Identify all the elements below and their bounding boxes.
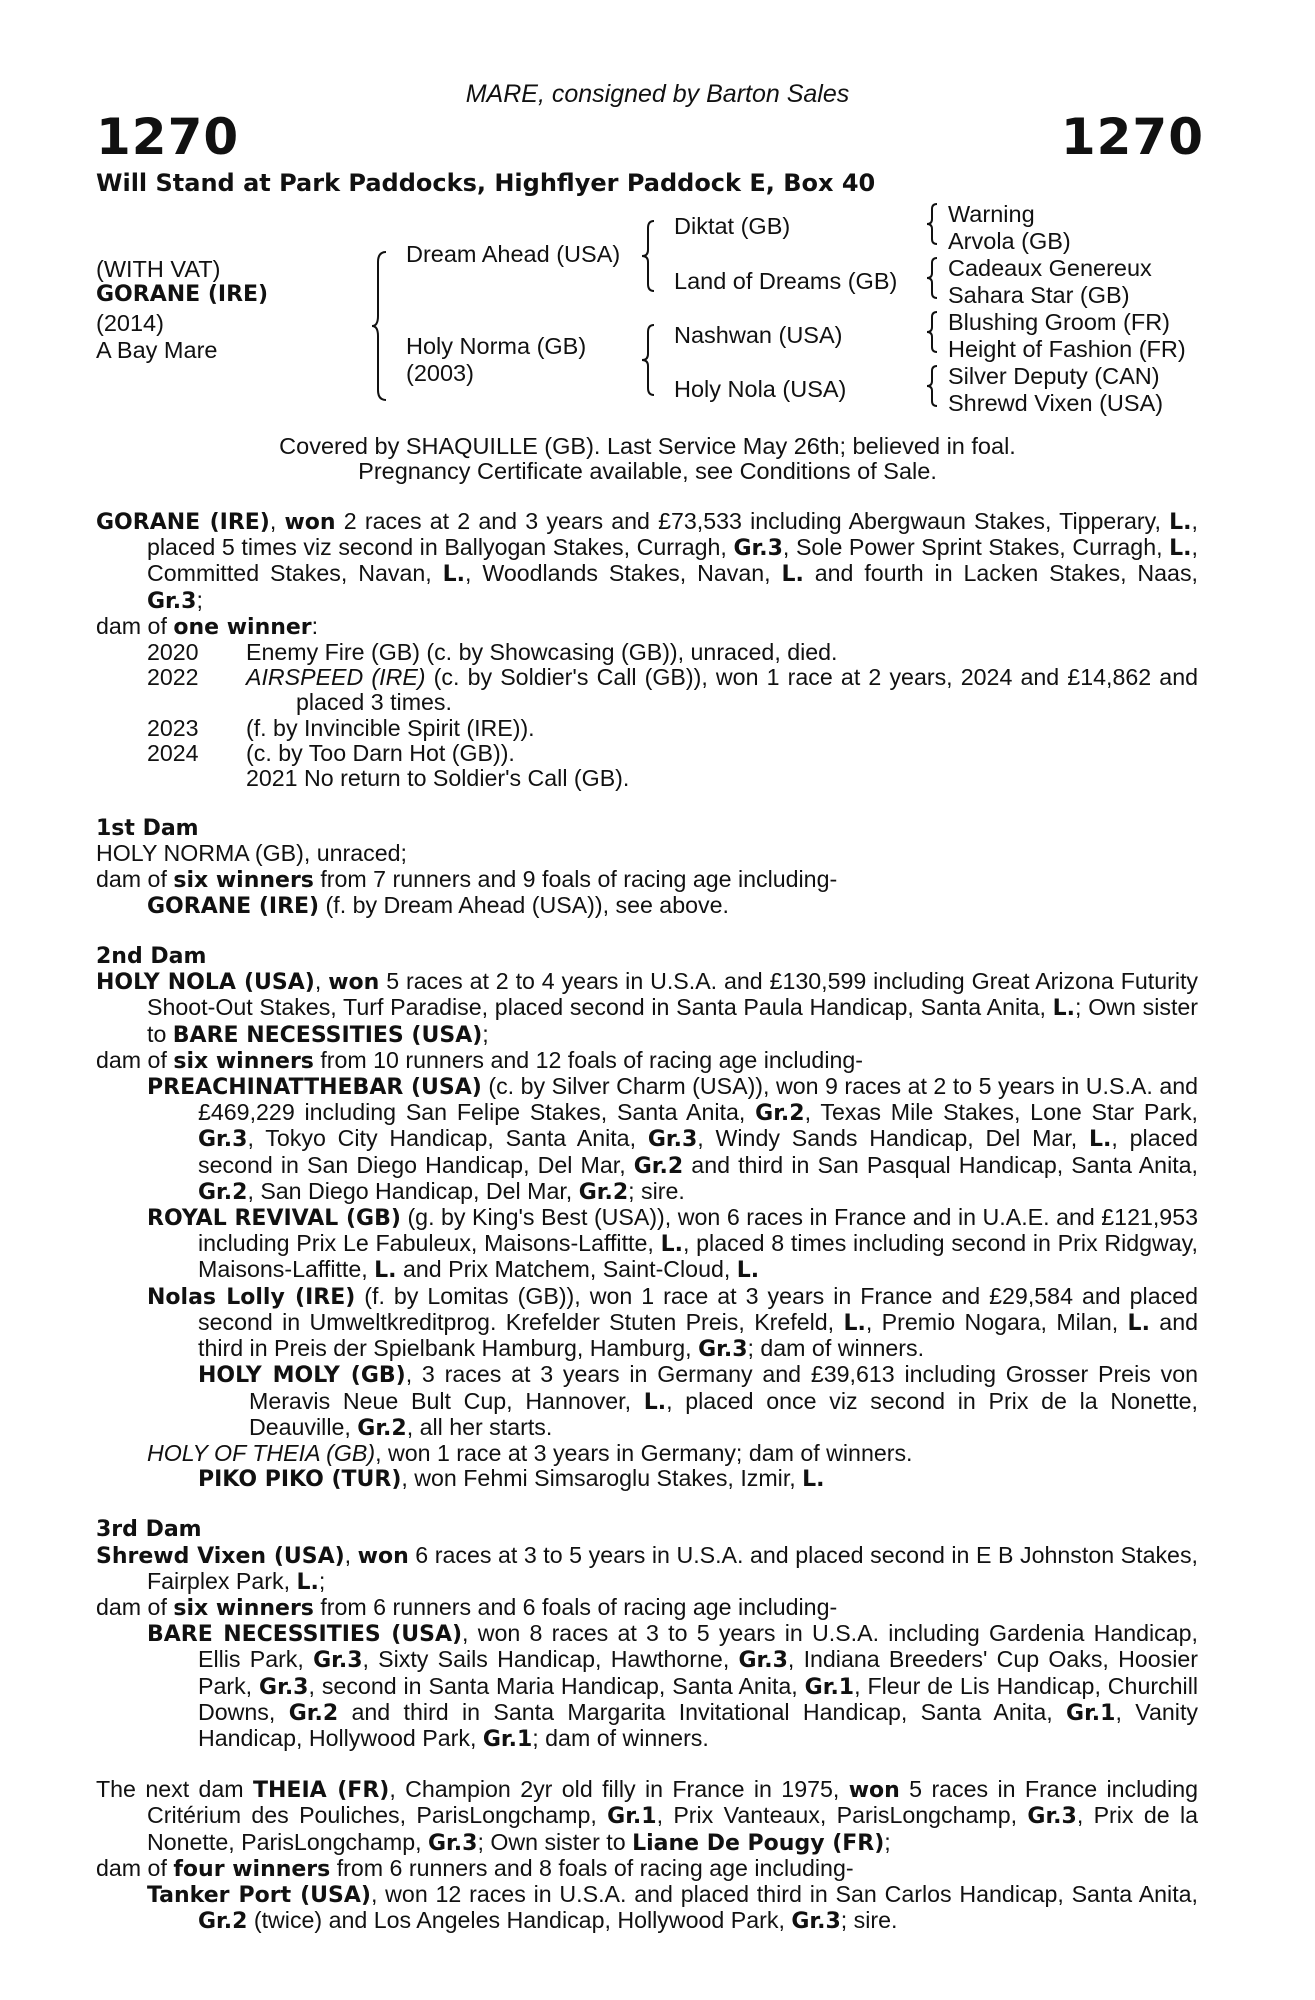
dam-name: THEIA (FR) (253, 1778, 390, 1804)
won-label: won (357, 1543, 409, 1569)
progeny-entry (96, 1362, 1198, 1441)
summary-text: , Woodlands Stakes, Navan, (465, 560, 782, 587)
progeny-detail: , Premio Nogara, Milan, (865, 1308, 1128, 1335)
third-dam-heading: 3rd Dam (96, 1517, 202, 1543)
grade-label: Gr.3 (791, 1909, 841, 1935)
progeny-name: Tanker Port (USA) (147, 1882, 371, 1908)
next-dam-produce (96, 1856, 1198, 1882)
progeny-text: (c. by Too Darn Hot (GB)). (246, 739, 515, 766)
horse-year: (2014) (96, 310, 164, 336)
grade-label: Gr.1 (804, 1674, 855, 1700)
dam: Holy Norma (GB) (406, 333, 587, 359)
granddam-3: Height of Fashion (FR) (948, 336, 1186, 362)
won-label: won (848, 1778, 900, 1804)
pedigree-bracket-main (372, 250, 392, 400)
dam-text: ; Own sister to (477, 1828, 633, 1855)
progeny-detail: (c. by Silver Charm (USA)), won 9 races at 2 to 5 years in U.S.A. and £469,229 including San Felipe Stakes, Santa Anita, (198, 1073, 1199, 1126)
dam-text: 5 races at 2 to 4 years in U.S.A. and £130,599 including Great Arizona Futurity Shoot-Out Stakes, Turf Paradise, placed second in Santa Paula Handicap, Santa Anita, (147, 968, 1199, 1021)
grade-label: Gr.2 (755, 1101, 805, 1127)
dam-of-text: from 7 runners and 9 foals of racing age including- (313, 865, 838, 892)
sire-sire: Diktat (GB) (674, 213, 791, 239)
dam-of-text: from 6 runners and 6 foals of racing age including- (313, 1593, 838, 1620)
dam-text: The next dam (96, 1776, 253, 1803)
grandsire-1: Warning (948, 201, 1035, 227)
winners-count: four winners (173, 1856, 331, 1882)
progeny-entry (96, 1284, 1198, 1363)
third-dam-line (96, 1543, 1198, 1595)
grade-label: L. (660, 1232, 683, 1258)
progeny-detail: ; dam of winners. (747, 1335, 925, 1362)
pedigree-bracket-g4 (926, 365, 940, 407)
dam-text: 6 races at 3 to 5 years in U.S.A. and placed second in E B Johnston Stakes, Fairplex Park, (147, 1541, 1198, 1594)
lot-number-left: 1270 (96, 108, 240, 166)
grade-label: L. (1169, 510, 1192, 535)
progeny-text: (f. by Invincible Spirit (IRE)). (246, 714, 535, 741)
progeny-text (246, 665, 1198, 715)
pedigree-bracket-dam (642, 324, 658, 396)
first-dam-heading: 1st Dam (96, 816, 199, 842)
progeny-detail: , Vanity Handicap, Hollywood Park, (198, 1698, 1198, 1751)
stand-location: Will Stand at Park Paddocks, Highflyer Paddock E, Box 40 (96, 169, 876, 197)
summary-horse-name: GORANE (IRE) (96, 510, 270, 535)
progeny-name: ROYAL REVIVAL (GB) (147, 1206, 401, 1232)
progeny-detail: (f. by Dream Ahead (USA)), see above. (319, 891, 729, 918)
progeny-name: GORANE (IRE) (147, 893, 320, 919)
third-dam-produce (96, 1595, 1198, 1621)
summary-text: and fourth in Lacken Stakes, Naas, (803, 560, 1198, 587)
progeny-detail: , Indiana Breeders' Cup Oaks, Hoosier Park, (198, 1646, 1198, 1699)
progeny-year: 2024 (147, 739, 199, 766)
pedigree-bracket-g2 (926, 257, 940, 299)
progeny-detail: , Texas Mile Stakes, Lone Star Park, (804, 1099, 1198, 1126)
progeny-detail: , won 8 races at 3 to 5 years in U.S.A. including Gardenia Handicap, Ellis Park, (198, 1620, 1198, 1673)
consignor-line: MARE, consigned by Barton Sales (465, 80, 850, 108)
dam-text: 5 races in France including Critérium des Pouliches, ParisLongchamp, (147, 1776, 1198, 1829)
grade-label: Gr.3 (428, 1830, 478, 1856)
grade-label: Gr.3 (313, 1648, 363, 1674)
dam-name: Shrewd Vixen (USA) (96, 1543, 345, 1569)
grade-label: Gr.2 (357, 1415, 407, 1441)
won-label: won (284, 510, 336, 535)
grandsire-3: Blushing Groom (FR) (948, 309, 1170, 335)
grade-label: Gr.2 (288, 1700, 339, 1726)
progeny-detail: ; sire. (628, 1177, 685, 1204)
grade-label: Gr.2 (198, 1909, 248, 1935)
sire: Dream Ahead (USA) (406, 241, 621, 267)
first-dam-produce (96, 867, 1198, 893)
grade-label: L. (1127, 1310, 1150, 1336)
dam-text: , (314, 968, 329, 995)
winners-count: one winner (173, 614, 312, 640)
progeny-detail: and third in Santa Margarita Invitational Handicap, Santa Anita, (338, 1698, 1067, 1725)
progeny-text: Enemy Fire (GB) (c. by Showcasing (GB)), unraced, died. (246, 639, 838, 666)
grade-label: L. (1089, 1127, 1112, 1153)
grade-label: L. (442, 562, 466, 588)
progeny-row (96, 766, 1198, 791)
grade-label: Gr.2 (578, 1179, 629, 1205)
grade-label: Gr.3 (147, 588, 197, 614)
grandsire-4: Silver Deputy (CAN) (948, 363, 1160, 389)
progeny-name: HOLY MOLY (GB) (198, 1363, 406, 1389)
grade-label: L. (643, 1389, 667, 1415)
horse-name: GORANE (IRE) (96, 282, 269, 307)
dam-of-text: dam of (96, 1046, 174, 1073)
progeny-detail: , won Fehmi Simsaroglu Stakes, Izmir, (401, 1465, 803, 1492)
dam-of-text: from 6 runners and 8 foals of racing age including- (330, 1854, 854, 1881)
grade-label: L. (1052, 996, 1076, 1022)
grade-label: L. (374, 1258, 397, 1284)
sire-dam: Land of Dreams (GB) (674, 268, 898, 294)
horse-summary: GORANE (IRE), won 2 races at 2 and 3 years and £73,533 including Abergwaun Stakes, Tipperary, L., placed 5 times viz second in Ballyogan Stakes, Curragh, Gr.3, Sole Power Sprint Stakes, Curragh, L., Committed Stakes, Navan, L., Woodlands Stakes, Navan, L. and fourth in Lacken Stakes, Naas, Gr.3; (96, 508, 1198, 614)
granddam-1: Arvola (GB) (948, 228, 1071, 254)
horse-description: A Bay Mare (96, 337, 218, 363)
second-dam-line (96, 969, 1198, 1048)
grade-label: Gr.2 (633, 1153, 684, 1179)
progeny-detail: , placed once viz second in Prix de la Nonette, Deauville, (249, 1387, 1198, 1440)
summary-text: ; (196, 586, 203, 613)
dam-name: HOLY NOLA (USA) (96, 970, 315, 996)
progeny-entry (96, 1074, 1198, 1205)
progeny-detail: (g. by King's Best (USA)), won 6 races in France and in U.A.E. and £121,953 including Prix Le Fabuleux, Maisons-Laffitte, (198, 1204, 1198, 1257)
grade-label: Gr.3 (738, 1648, 788, 1674)
dam-text: ; (318, 1567, 326, 1594)
winners-count: six winners (173, 1048, 314, 1074)
progeny-detail: ; sire. (840, 1907, 898, 1934)
second-dam-produce (96, 1048, 1198, 1074)
grade-label: Gr.1 (1066, 1700, 1116, 1726)
progeny-detail: , Tokyo City Handicap, Santa Anita, (247, 1125, 648, 1152)
grade-label: Gr.1 (607, 1804, 657, 1830)
dam-of-text: from 10 runners and 12 foals of racing age including- (313, 1046, 863, 1073)
dam-text: ; (884, 1828, 891, 1855)
progeny-entry (96, 1466, 1198, 1492)
progeny-row (96, 741, 1198, 766)
progeny-year: 2022 (147, 664, 199, 691)
progeny-entry (96, 1882, 1198, 1934)
vat-note: (WITH VAT) (96, 256, 221, 282)
dam-dam: Holy Nola (USA) (674, 376, 847, 402)
progeny-year: 2020 (147, 639, 199, 666)
progeny-detail: , won 1 race at 3 years in Germany; dam of winners. (375, 1439, 913, 1466)
grade-label: L. (843, 1310, 866, 1336)
progeny-detail: , placed 8 times including second in Prix Ridgway, Maisons-Laffitte, (198, 1230, 1198, 1283)
summary-text: , Sole Power Sprint Stakes, Curragh, (782, 534, 1170, 561)
progeny-detail: and third in San Pasqual Handicap, Santa Anita, (683, 1151, 1198, 1178)
catalogue-body (96, 509, 1198, 1934)
progeny-name: BARE NECESSITIES (USA) (147, 1622, 463, 1648)
progeny-entry (96, 1621, 1198, 1752)
grade-label: Gr.3 (198, 1127, 248, 1153)
progeny-detail: , won 12 races in U.S.A. and placed third in San Carlos Handicap, Santa Anita, (370, 1880, 1198, 1907)
grade-label: Gr.2 (198, 1179, 248, 1205)
next-dam-line (96, 1777, 1198, 1856)
progeny-detail: , Fleur de Lis Handicap, Churchill Downs, (198, 1672, 1199, 1725)
sibling-name: Liane De Pougy (FR) (632, 1830, 885, 1856)
grade-label: Gr.3 (647, 1127, 698, 1153)
progeny-year (96, 766, 246, 791)
grade-label: L. (802, 1467, 825, 1493)
progeny-row (96, 640, 1198, 665)
progeny-detail: , placed second in San Diego Handicap, Del Mar, (198, 1125, 1198, 1178)
dam-of-text: dam of (96, 865, 174, 892)
progeny-row (96, 665, 1198, 715)
second-dam-heading: 2nd Dam (96, 944, 207, 970)
won-label: won (328, 970, 380, 996)
granddam-4: Shrewd Vixen (USA) (948, 390, 1164, 416)
progeny-detail: , San Diego Handicap, Del Mar, (247, 1177, 579, 1204)
grade-label: Gr.3 (733, 536, 783, 562)
progeny-detail: , 3 races at 3 years in Germany and £39,613 including Grosser Preis von Meravis Neue Bult Cup, Hannover, (249, 1361, 1198, 1414)
progeny-entry (96, 1205, 1198, 1284)
progeny-detail: (c. by Soldier's Call (GB)), won 1 race at 2 years, 2024 and £14,862 and placed 3 times. (296, 664, 1198, 716)
dam-of-text: dam of (96, 1593, 174, 1620)
summary-text: , Committed Stakes, Navan, (147, 534, 1198, 587)
dam-text: , Prix Vanteaux, ParisLongchamp, (656, 1802, 1028, 1829)
pedigree-bracket-sire (642, 220, 658, 292)
grandsire-2: Cadeaux Genereux (948, 255, 1152, 281)
first-dam-progeny (96, 893, 1198, 919)
progeny-name: PIKO PIKO (TUR) (198, 1467, 402, 1493)
progeny-year: 2023 (147, 714, 199, 741)
summary-text: 2 races at 2 and 3 years and £73,533 including Abergwaun Stakes, Tipperary, (335, 508, 1170, 534)
progeny-text: 2021 No return to Soldier's Call (GB). (246, 765, 630, 792)
dam-text: , Prix de la Nonette, ParisLongchamp, (147, 1802, 1198, 1855)
pedigree-bracket-g3 (926, 311, 940, 353)
covered-line: Covered by SHAQUILLE (GB). Last Service May 26th; believed in foal. (279, 433, 1016, 459)
grade-label: Gr.3 (698, 1337, 748, 1363)
pregnancy-note: Pregnancy Certificate available, see Conditions of Sale. (358, 458, 937, 484)
sibling-name: BARE NECESSITIES (USA) (172, 1022, 483, 1048)
grade-label: L. (296, 1569, 319, 1595)
grade-label: L. (1169, 536, 1192, 562)
progeny-detail: , Windy Sands Handicap, Del Mar, (697, 1125, 1090, 1152)
progeny-detail: , second in Santa Maria Handicap, Santa Anita, (308, 1672, 805, 1699)
progeny-name: HOLY OF THEIA (GB) (147, 1439, 376, 1466)
progeny-name: Nolas Lolly (IRE) (147, 1284, 356, 1310)
progeny-detail: , Sixty Sails Handicap, Hawthorne, (362, 1646, 739, 1673)
dam-sire: Nashwan (USA) (674, 322, 843, 348)
dam-of-text: dam of (96, 612, 174, 639)
progeny-entry (96, 1441, 1198, 1466)
progeny-name: AIRSPEED (IRE) (246, 664, 426, 691)
granddam-2: Sahara Star (GB) (948, 282, 1130, 308)
first-dam-line: HOLY NORMA (GB), unraced; (96, 840, 407, 867)
progeny-detail: and third in Preis der Spielbank Hamburg, Hamburg, (198, 1308, 1198, 1362)
dam-of-line (96, 614, 1198, 640)
dam-text: ; (482, 1020, 489, 1047)
dam-year: (2003) (406, 360, 474, 386)
progeny-detail: , all her starts. (406, 1413, 553, 1440)
progeny-name: PREACHINATTHEBAR (USA) (147, 1075, 482, 1101)
lot-number-right: 1270 (1060, 108, 1204, 166)
pedigree-bracket-g1 (926, 203, 940, 245)
grade-label: Gr.1 (482, 1726, 533, 1752)
winners-count: six winners (173, 867, 314, 893)
progeny-detail: ; dam of winners. (532, 1724, 709, 1751)
dam-of-text: : (311, 612, 319, 639)
grade-label: L. (736, 1258, 760, 1284)
dam-text: , (344, 1541, 358, 1568)
grade-label: Gr.3 (1027, 1804, 1077, 1830)
progeny-detail: and Prix Matchem, Saint-Cloud, (396, 1256, 737, 1283)
dam-of-text: dam of (96, 1854, 174, 1881)
winners-count: six winners (173, 1595, 314, 1621)
grade-label: Gr.3 (259, 1674, 309, 1700)
progeny-detail: (f. by Lomitas (GB)), won 1 race at 3 years in France and £29,584 and placed second in Umweltkreditprog. Krefelder Stuten Preis, Krefeld, (198, 1282, 1198, 1335)
grade-label: L. (781, 562, 804, 588)
progeny-row (96, 716, 1198, 741)
dam-text: , Champion 2yr old filly in France in 1975, (389, 1776, 849, 1803)
dam-text: ; Own sister to (147, 994, 1199, 1047)
summary-text: , placed 5 times viz second in Ballyogan Stakes, Curragh, (147, 508, 1198, 561)
progeny-detail: (twice) and Los Angeles Handicap, Hollywood Park, (247, 1907, 792, 1934)
